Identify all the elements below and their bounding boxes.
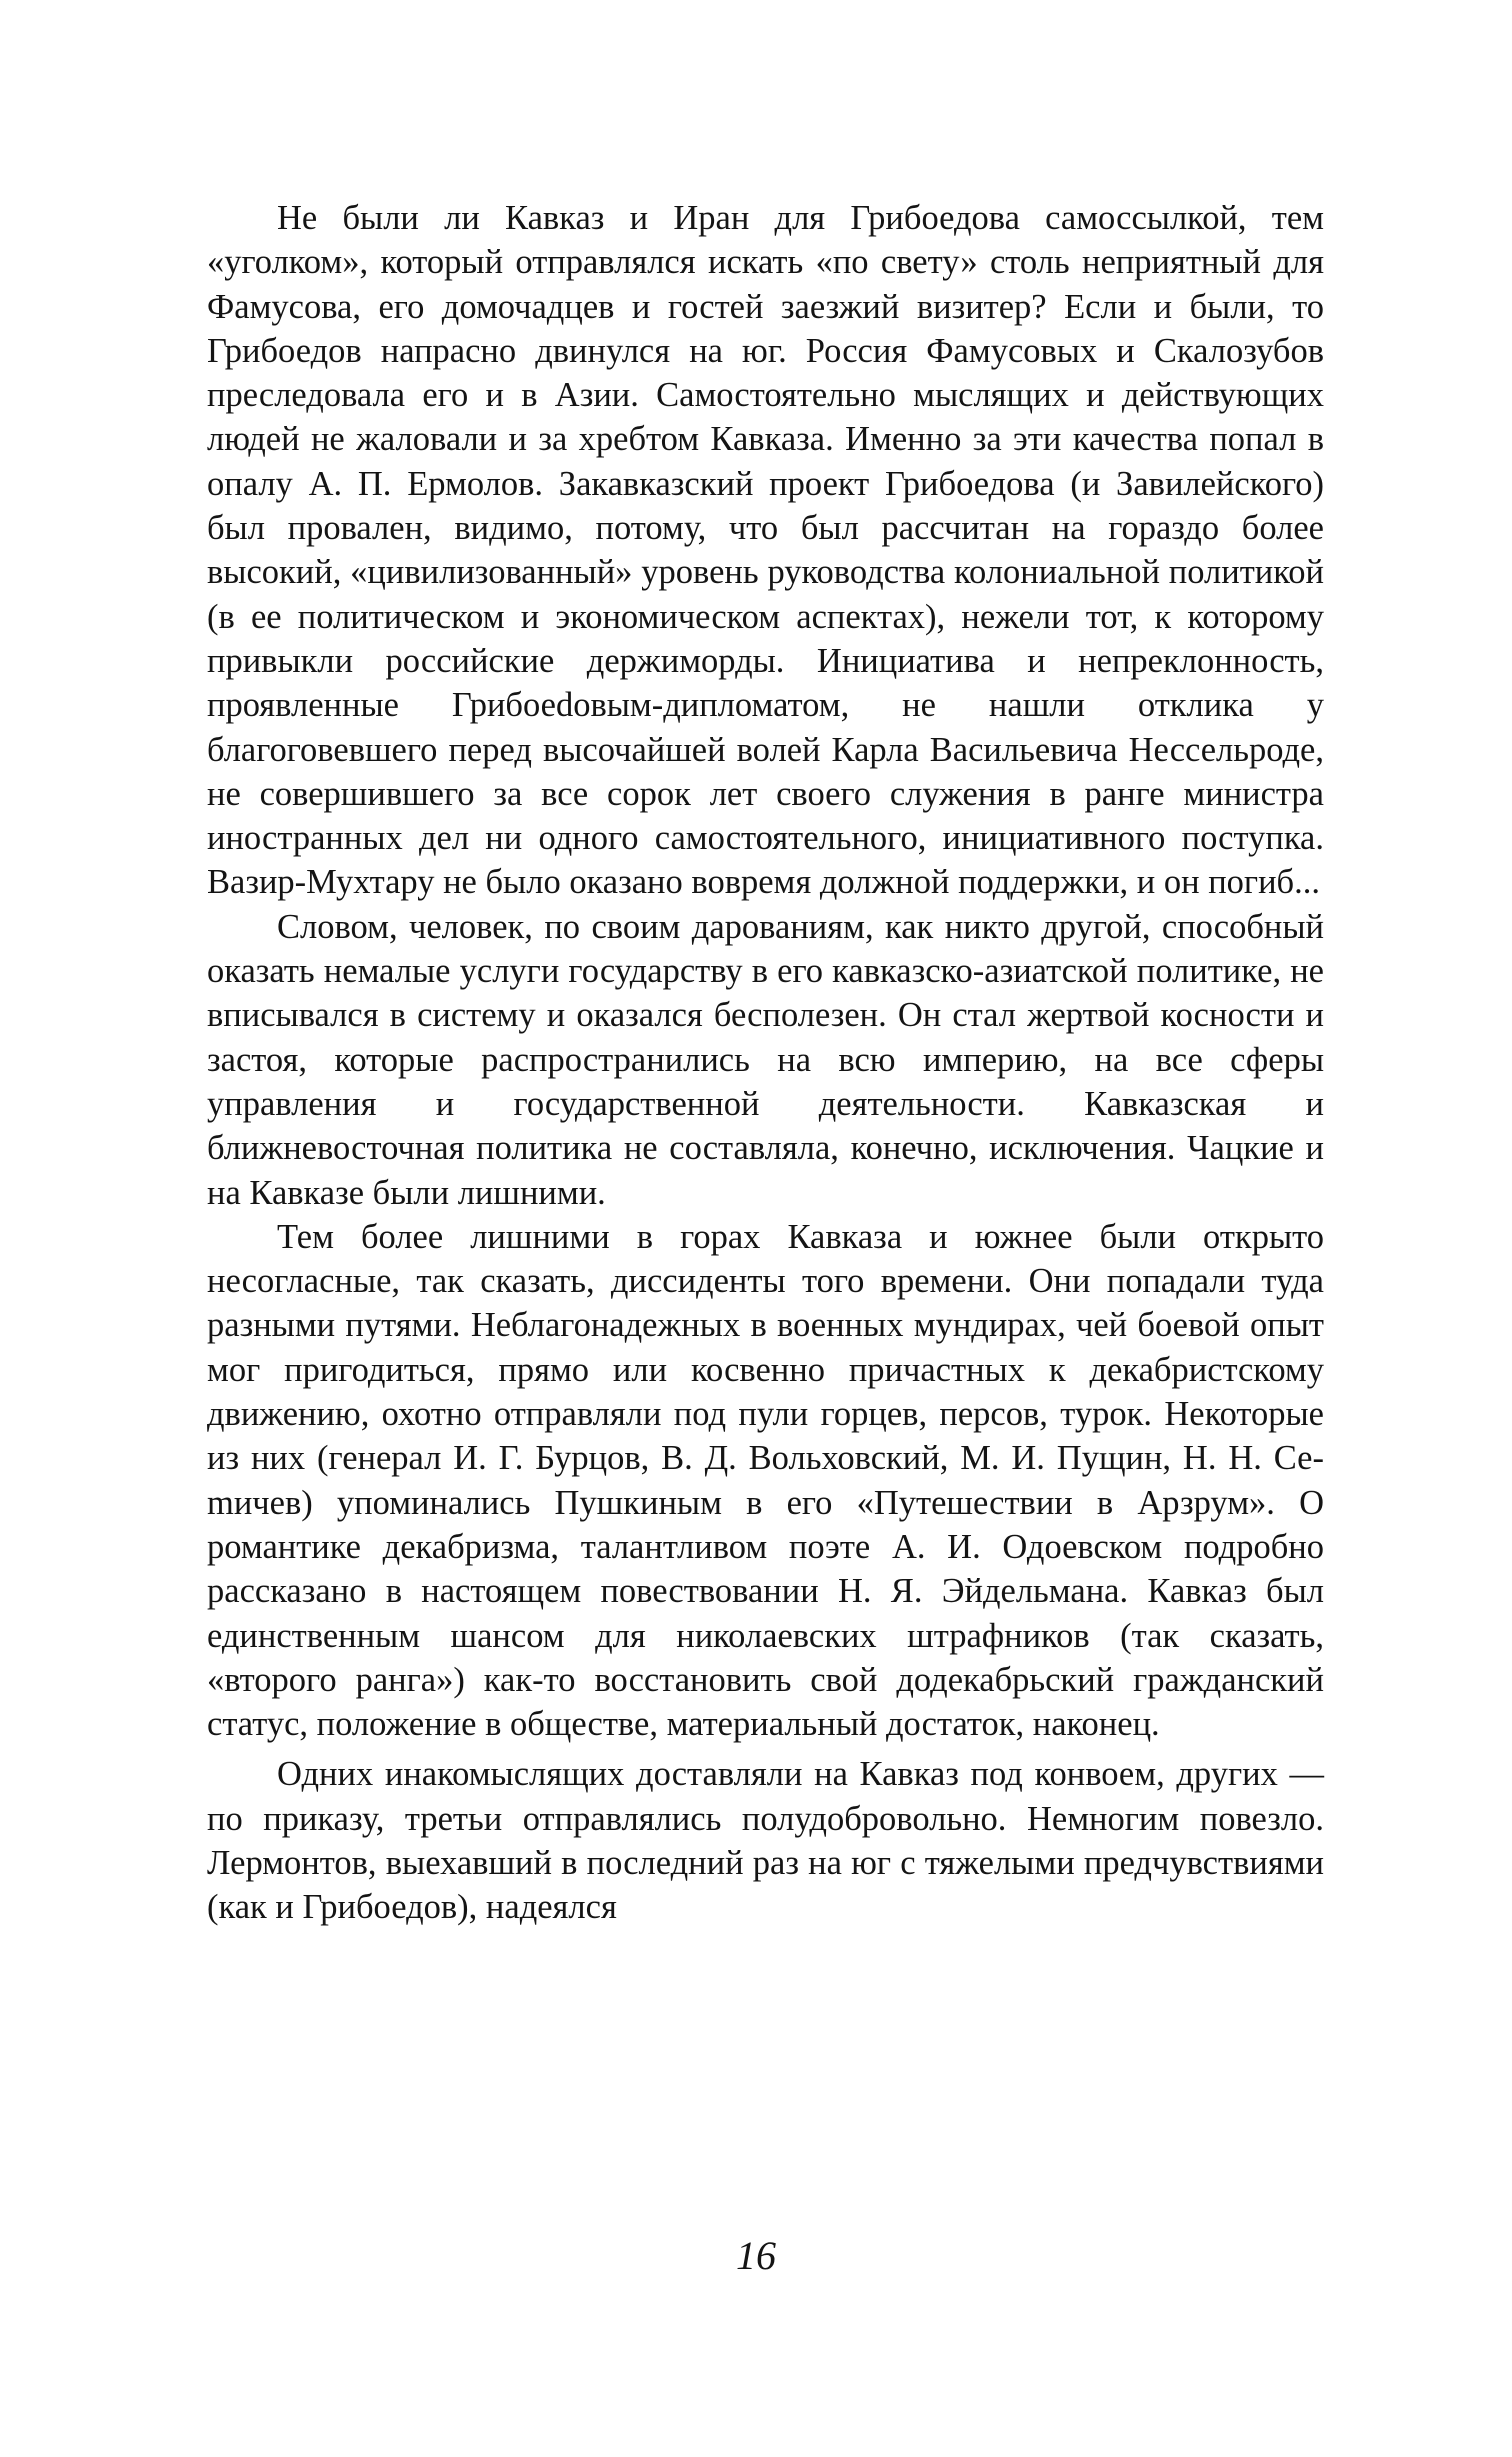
page-number: 16: [736, 2233, 776, 2278]
paragraph: Одних инакомыслящих доставляли на Кавказ под конвоем, других — по приказу, третьи отправлялись полудобровольно. Немногим повезло. Лермонтов, выехавший в последний раз на юг с тяжелыми предчувствиями (как и Грибоедов), надеялся: [207, 1755, 1324, 1927]
body-text: [207, 196, 1324, 1930]
paragraph: Не были ли Кавказ и Иран для Грибоедова самоссылкой, тем «уголком», который отправлялся искать «по свету» столь неприятный для Фамусова, его домочадцев и гостей заезжий визитер? Если и были, то Грибоедов напрасно двинулся на юг. Россия Фамусовых и Скалозубов преследовала его и в Азии. Самостоятельно мыслящих и действующих людей не жаловали и за хребтом Кавказа. Именно за эти качества попал в опалу А. П. Ермолов. Закавказский проект Грибоедова (и Завилейского) был провален, видимо, потому, что был рассчитан на гораздо более высокий, «цивилизованный» уровень руководства колониальной политикой (в ее политическом и экономическом аспектах), нежели тот, к которому привыкли российские держиморды. Инициатива и непреклонность, проявленные Грибоеdовым-дипломатом, не нашли отклика у благоговевшего перед высочайшей волей Карла Васильевича Нессельроде, не совершившего за все сорок лет своего служения в ранге министра иностранных дел ни одного самостоятельного, инициативного поступка. Вазир-Мухтару не было оказано вовремя должной поддержки, и он погиб...: [207, 199, 1324, 902]
paragraph: Тем более лишними в горах Кавказа и южнее были открыто несогласные, так сказать, диссиденты того времени. Они попадали туда разными путями. Неблагонадежных в военных мундирах, чей боевой опыт мог пригодиться, прямо или косвенно причастных к декабристскому движению, охотно отправляли под пули горцев, персов, турок. Некоторые из них (генерал И. Г. Бурцов, В. Д. Вольховский, М. И. Пущин, Н. Н. Сеmичев) упоминались Пушкиным в его «Путешествии в Арзрум». О романтике декабризма, талантливом поэте А. И. Одоевском подробно рассказано в настоящем повествовании Н. Я. Эйдельмана. Кавказ был единственным шансом для николаевских штрафников (так сказать, «второго ранга») как-то восстановить свой додекабрьский гражданский статус, положение в обществе, материальный достаток, наконец.: [207, 1217, 1324, 1744]
paragraph: Словом, человек, по своим дарованиям, как никто другой, способный оказать немалые услуги государству в его кавказско-азиатской политике, не вписывался в систему и оказался бесполезен. Он стал жертвой косности и застоя, которые распространились на всю империю, на все сферы управления и государственной деятельности. Кавказская и ближневосточная политика не составляла, конечно, исключения. Чацкие и на Кавказе были лишними.: [207, 907, 1324, 1212]
